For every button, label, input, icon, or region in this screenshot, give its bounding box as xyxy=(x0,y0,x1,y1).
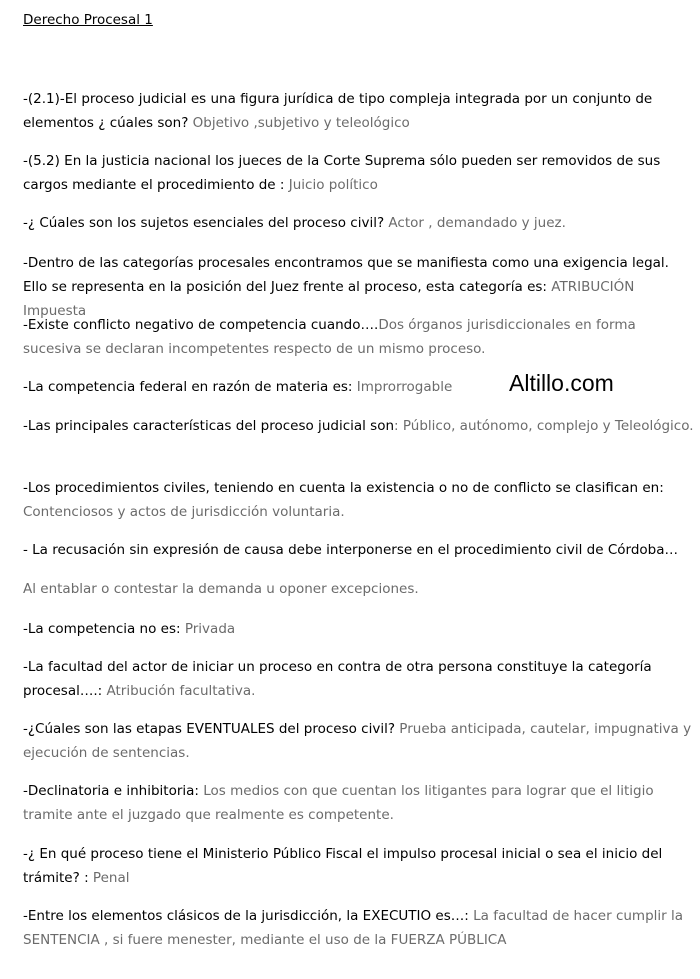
answer-text: Dos órganos jurisdiccionales en forma sucesiva se declaran incompetentes respecto de un mismo proceso. xyxy=(23,317,636,357)
question-text: -¿ Cúales son los sujetos esenciales del proceso civil? xyxy=(23,215,385,231)
answer-text: Privada xyxy=(180,621,236,637)
answer-text: : Público, autónomo, complejo y Teleológico. xyxy=(394,418,694,434)
qa-item xyxy=(23,617,695,641)
answer-text: La facultad de hacer cumplir la SENTENCIA , si fuere menester, mediante el uso de la FUERZA PÚBLICA xyxy=(23,908,684,948)
question-text: -Dentro de las categorías procesales encontramos que se manifiesta como una exigencia legal. Ello se representa en la posición del Juez frente al proceso, esta categoría es: xyxy=(23,255,669,295)
answer-text: ATRIBUCIÓN Impuesta xyxy=(23,279,635,319)
answer-text: Al entablar o contestar la demanda u oponer excepciones. xyxy=(23,581,419,597)
answer-text: Prueba anticipada, cautelar, impugnativa y ejecución de sentencias. xyxy=(23,721,692,761)
answer-text: Contenciosos y actos de jurisdicción voluntaria. xyxy=(23,504,345,520)
qa-item xyxy=(23,149,695,197)
document-title: Derecho Procesal 1 xyxy=(23,12,153,28)
qa-item xyxy=(23,655,695,703)
question-text: -Las principales características del proceso judicial son xyxy=(23,418,395,434)
answer-text: Objetivo ,subjetivo y teleológico xyxy=(188,115,410,131)
qa-item xyxy=(23,577,695,601)
question-text: -La competencia federal en razón de materia es: xyxy=(23,379,353,395)
question-text: -¿Cúales son las etapas EVENTUALES del proceso civil? xyxy=(23,721,396,737)
answer-text: Improrrogable xyxy=(352,379,453,395)
qa-item xyxy=(23,414,695,438)
qa-item xyxy=(23,842,695,890)
qa-item xyxy=(23,717,695,765)
answer-text: Actor , demandado y juez. xyxy=(384,215,566,231)
watermark-text: Altillo.com xyxy=(509,370,614,396)
question-text: -(2.1)-El proceso judicial es una figura jurídica de tipo compleja integrada por un conjunto de elementos ¿ cúales son? xyxy=(23,91,653,131)
qa-item xyxy=(23,476,695,524)
question-text: -Declinatoria e inhibitoria: xyxy=(23,783,199,799)
question-text: -(5.2) En la justicia nacional los jueces de la Corte Suprema sólo pueden ser removidos de sus cargos mediante el procedimiento de : xyxy=(23,153,661,193)
answer-text: Los medios con que cuentan los litigantes para lograr que el litigio tramite ante el juzgado que realmente es competente. xyxy=(23,783,654,823)
qa-item xyxy=(23,904,695,952)
answer-text: Atribución facultativa. xyxy=(102,683,256,699)
qa-item xyxy=(23,779,695,827)
qa-item xyxy=(23,313,695,361)
answer-text: Juicio político xyxy=(284,177,378,193)
question-text: -Los procedimientos civiles, teniendo en cuenta la existencia o no de conflicto se clasifican en: xyxy=(23,480,664,496)
question-text: -La competencia no es: xyxy=(23,621,181,637)
question-text: -Entre los elementos clásicos de la jurisdicción, la EXECUTIO es…: xyxy=(23,908,469,924)
answer-text: Penal xyxy=(88,870,130,886)
question-text: -Existe conflicto negativo de competencia cuando…. xyxy=(23,317,379,333)
qa-item xyxy=(23,87,695,135)
question-text: -¿ En qué proceso tiene el Ministerio Público Fiscal el impulso procesal inicial o sea el inicio del trámite? : xyxy=(23,846,663,886)
qa-item xyxy=(23,538,695,562)
question-text: - La recusación sin expresión de causa debe interponerse en el procedimiento civil de Córdoba… xyxy=(23,542,678,558)
question-text: -La facultad del actor de iniciar un proceso en contra de otra persona constituye la categoría procesal….: xyxy=(23,659,652,699)
qa-item xyxy=(23,211,695,235)
